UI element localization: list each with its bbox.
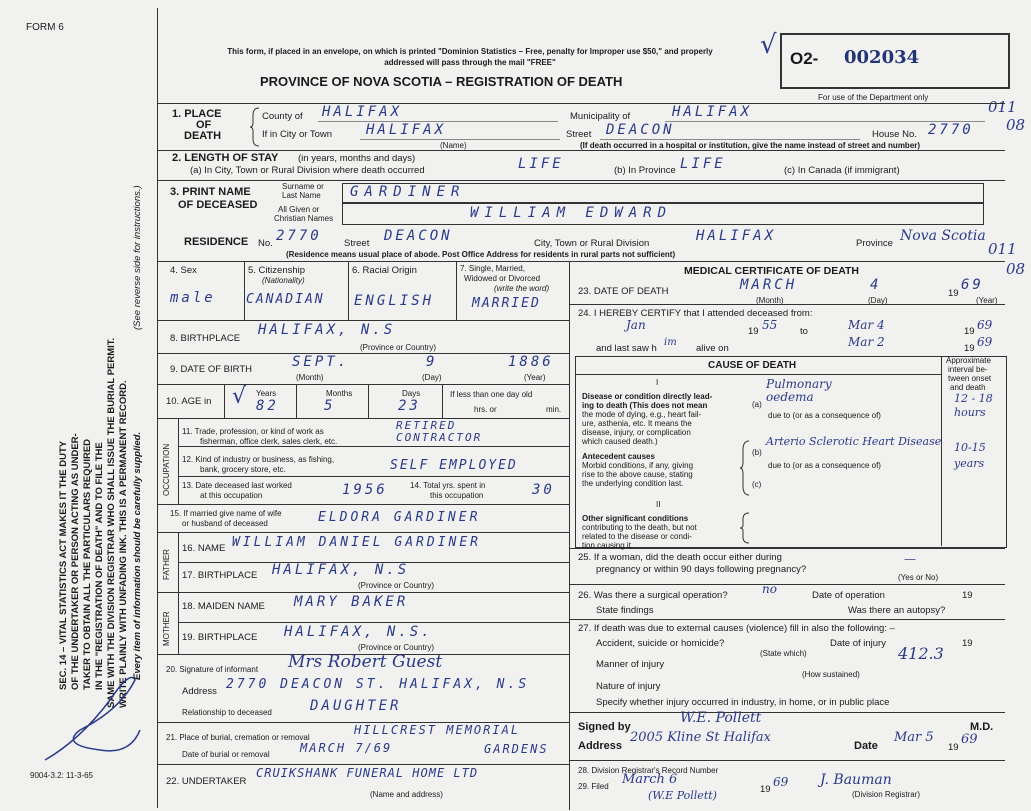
birthplace-label: 8. BIRTHPLACE	[170, 333, 241, 344]
res-street-value: DEACON	[384, 228, 453, 244]
last-worked-value: 1956	[342, 482, 388, 498]
attend-from-value: Jan	[626, 318, 646, 332]
house-value: 2770	[928, 122, 974, 138]
side-instruction: SAME WITH THE DIVISION REGISTRAR WHO SHALL ISSUE THE BURIAL PERMIT.	[106, 337, 117, 708]
burial-place-label: 21. Place of burial, cremation or removal	[166, 733, 310, 742]
father-name-label: 16. NAME	[182, 543, 226, 554]
cause-a-interval: 12 - 18 hours	[954, 392, 993, 419]
cause-title: CAUSE OF DEATH	[708, 360, 797, 371]
registration-number-box	[780, 33, 1010, 89]
q15-label-2: or husband of deceased	[182, 519, 268, 528]
md-label: M.D.	[970, 721, 994, 733]
christian-label: Christian Names	[274, 214, 334, 223]
attend-to-value: Mar 4	[848, 318, 885, 332]
age-years-value: 82	[256, 398, 279, 414]
undertaker-label: 22. UNDERTAKER	[166, 776, 247, 787]
burial-date-label: Date of burial or removal	[182, 750, 270, 759]
prov-country-hint: (Province or Country)	[358, 643, 435, 652]
father-bp-label: 17. BIRTHPLACE	[182, 570, 258, 581]
roman-one: I	[656, 378, 659, 387]
father-name-value: WILLIAM DANIEL GARDINER	[232, 535, 482, 550]
line-c: (c)	[752, 480, 762, 489]
line-b: (b)	[752, 448, 762, 457]
stay-b-label: (b) In Province	[614, 165, 676, 176]
death-month-value: MARCH	[740, 277, 798, 293]
stay-c-label: (c) In Canada (if immigrant)	[784, 165, 900, 176]
q13-label: 13. Date deceased last worked	[182, 481, 292, 490]
approx-label-3: tween onset	[948, 374, 992, 383]
surname-label: Surname or	[282, 182, 324, 191]
informant-label: 20. Signature of informant	[166, 665, 259, 674]
approx-label-4: and death	[950, 383, 986, 392]
total-yrs-value: 30	[532, 482, 555, 498]
res-city-label: City, Town or Rural Division	[534, 238, 650, 249]
bracket-icon	[250, 107, 260, 147]
last-saw-yr: 69	[977, 335, 993, 349]
city-value: HALIFAX	[366, 122, 447, 138]
surname-value: GARDINER	[350, 184, 466, 200]
city-label: If in City or Town	[262, 129, 333, 140]
date-injury-label: Date of injury	[830, 638, 886, 649]
cause-a-desc-4: ure, asthenia, etc. It means the	[582, 419, 692, 428]
place-label: 1. PLACE	[172, 108, 222, 120]
res-prov-value: Nova Scotia	[900, 228, 986, 244]
med-address-label: Address	[578, 740, 623, 752]
place-of-label: OF	[196, 119, 212, 131]
year-hint: (Year)	[524, 373, 546, 382]
under-day-label: If less than one day old	[450, 390, 533, 399]
date-op-yr: 19	[962, 590, 973, 601]
burial-place-value-2: GARDENS	[484, 742, 549, 756]
surgery-value: no	[762, 582, 777, 596]
dob-month-value: SEPT.	[292, 354, 350, 370]
other-label: Other significant conditions	[582, 514, 689, 523]
med-date-label: Date	[854, 740, 878, 752]
how-sustained-hint: (How sustained)	[802, 670, 860, 679]
side-instruction: Every item of information should be carefully supplied.	[132, 431, 143, 680]
mother-bp-label: 19. BIRTHPLACE	[182, 632, 258, 643]
form-title: PROVINCE OF NOVA SCOTIA – REGISTRATION OF DEATH	[260, 74, 623, 89]
occupation-side-label: OCCUPATION	[162, 443, 171, 496]
burial-date-value: MARCH 7/69	[300, 741, 393, 755]
res-no-label: No.	[258, 238, 273, 249]
year-hint: (Year)	[976, 296, 998, 305]
mother-side-label: MOTHER	[162, 611, 171, 646]
attend-yr-label: 19	[748, 326, 759, 337]
q11-label-2: fisherman, office clerk, sales clerk, etc.	[200, 437, 338, 446]
res-city-value: HALIFAX	[696, 228, 777, 244]
name-hint: (Name)	[440, 141, 467, 150]
death-year-value: 69	[961, 277, 984, 293]
last-saw-date: Mar 2	[848, 335, 885, 349]
prov-country-hint: (Province or Country)	[360, 343, 437, 352]
cause-a-desc-6: which caused death.)	[582, 437, 658, 446]
days-label: Days	[402, 389, 421, 398]
undertaker-value: CRUIKSHANK FUNERAL HOME LTD	[256, 766, 479, 780]
informant-address-label: Address	[182, 686, 217, 697]
side-instruction: TAKER TO OBTAIN ALL THE PARTICULARS REQUIRED	[82, 438, 93, 690]
state-findings-label: State findings	[596, 605, 654, 616]
informant-signature: Mrs Robert Guest	[288, 652, 443, 672]
attend-to-yr: 69	[977, 318, 993, 332]
day-hint: (Day)	[868, 296, 888, 305]
medical-title: MEDICAL CERTIFICATE OF DEATH	[684, 265, 859, 277]
q12-label: 12. Kind of industry or business, as fishing,	[182, 455, 335, 464]
street-label: Street	[566, 129, 592, 140]
yes-no-hint: (Yes or No)	[898, 573, 939, 582]
place-death-label: DEATH	[184, 130, 222, 142]
approx-label: Approximate	[946, 356, 991, 365]
manner-label: Manner of injury	[596, 659, 665, 670]
death-date-label: 23. DATE OF DEATH	[578, 286, 669, 297]
other-label-2: contributing to the death, but not	[582, 523, 697, 532]
side-instruction: WRITE PLAINLY WITH UNFADING INK. THIS IS A PERMANENT RECORD.	[118, 380, 129, 708]
med-date-value: Mar 5	[894, 730, 934, 745]
stay-label: 2. LENGTH OF STAY	[172, 152, 279, 164]
father-side-label: FATHER	[162, 549, 171, 580]
mother-maiden-value: MARY BAKER	[294, 594, 409, 610]
municipality-label: Municipality of	[570, 111, 631, 122]
sex-label: 4. Sex	[170, 265, 197, 276]
age-days-value: 23	[398, 398, 421, 414]
pregnancy-value: —	[904, 552, 916, 566]
bracket-icon	[740, 512, 750, 544]
antecedent-label-4: the underlying condition last.	[582, 479, 684, 488]
street-value: DEACON	[606, 122, 675, 138]
cause-a-desc-2: ing to death (This does not mean	[582, 401, 708, 410]
of-deceased-label: OF DECEASED	[178, 199, 258, 211]
filed-date-value: March 6	[622, 772, 678, 787]
municipality-value: HALIFAX	[672, 104, 753, 120]
residence-note: (Residence means usual place of abode. Post Office Address for residents in rural parts not sufficient)	[286, 250, 676, 259]
margin-code: 08	[1006, 260, 1026, 278]
check-mark: √	[760, 30, 777, 60]
state-which-hint: (State which)	[760, 649, 807, 658]
informant-address-value: 2770 DEACON ST. HALIFAX, N.S	[226, 677, 530, 692]
q25-label: 25. If a woman, did the death occur either during	[578, 552, 782, 563]
attend-label: 24. I HEREBY CERTIFY that I attended deceased from:	[578, 308, 813, 319]
birthplace-value: HALIFAX, N.S	[258, 322, 396, 338]
stay-note: (in years, months and days)	[298, 153, 416, 164]
place-note: (If death occurred in a hospital or institution, give the name instead of street and number)	[580, 141, 921, 150]
last-name-label: Last Name	[282, 191, 321, 200]
attend-to-yr-label: 19	[964, 326, 975, 337]
min-label: min.	[546, 405, 562, 414]
q28-label: 28. Division Registrar's Record Number	[578, 766, 719, 775]
dob-year-value: 1886	[508, 354, 554, 370]
racial-value: ENGLISH	[354, 293, 435, 309]
other-label-3: related to the disease or condi-	[582, 532, 692, 541]
q26-label: 26. Was there a surgical operation?	[578, 590, 728, 601]
print-name-label: 3. PRINT NAME	[170, 186, 251, 198]
death-yr-label: 19	[948, 288, 959, 299]
q25-label-2: pregnancy or within 90 days following pregnancy?	[596, 564, 807, 575]
dept-note: For use of the Department only	[818, 93, 929, 102]
relationship-value: DAUGHTER	[310, 698, 402, 714]
signed-by-label: Signed by	[578, 721, 631, 733]
cause-b-value: Arterio Sclerotic Heart Disease	[766, 435, 942, 448]
side-instruction: OF THE UNDERTAKER OR PERSON ACTING AS UNDER-	[70, 433, 81, 690]
res-no-value: 2770	[276, 228, 322, 244]
q15-label: 15. If married give name of wife	[170, 509, 282, 518]
industry-value: SELF EMPLOYED	[390, 458, 518, 473]
antecedent-label-2: Morbid conditions, if any, giving	[582, 461, 694, 470]
due-to-label: due to (or as a consequence of)	[768, 411, 881, 420]
citizenship-value: CANADIAN	[246, 292, 325, 307]
cause-a-desc-3: the mode of dying, e.g., heart fail-	[582, 410, 702, 419]
stay-a-value: LIFE	[518, 156, 564, 172]
mother-bp-value: HALIFAX, N.S.	[284, 624, 433, 640]
county-label: County of	[262, 111, 303, 122]
filed-yr-label: 19	[760, 784, 771, 795]
last-saw-label: and last saw h	[596, 343, 657, 354]
res-street-label: Street	[344, 238, 370, 249]
cause-a-desc: Disease or condition directly lead-	[582, 392, 713, 401]
death-day-value: 4	[870, 277, 882, 293]
res-prov-label: Province	[856, 238, 893, 249]
day-hint: (Day)	[422, 373, 442, 382]
q29-label: 29. Filed	[578, 782, 609, 791]
reg-prefix: O2-	[790, 49, 819, 68]
q27-label: 27. If death was due to external causes (violence) fill in also the following: –	[578, 623, 895, 634]
margin-code: 011	[988, 240, 1017, 258]
age-check-icon: √	[232, 384, 247, 409]
med-yr-label: 19	[948, 742, 959, 753]
relationship-label: Relationship to deceased	[182, 708, 272, 717]
other-label-4: tion causing it.	[582, 541, 634, 550]
month-hint: (Month)	[756, 296, 784, 305]
side-instruction: SEC. 14 – VITAL STATISTICS ACT MAKES IT THE DUTY	[58, 440, 69, 690]
county-value: HALIFAX	[322, 104, 403, 120]
name-address-hint: (Name and address)	[370, 790, 443, 799]
age-label: 10. AGE in	[166, 396, 212, 407]
date-injury-yr: 19	[962, 638, 973, 649]
given-label: All Given or	[278, 205, 320, 214]
last-saw-yr-label: 19	[964, 343, 975, 354]
citizenship-label: 5. Citizenship	[248, 265, 306, 276]
nationality-label: (Nationality)	[262, 276, 305, 285]
injury-code: 412.3	[898, 644, 944, 663]
given-value: WILLIAM EDWARD	[470, 205, 673, 221]
months-label: Months	[326, 389, 353, 398]
registrar-signature: J. Bauman	[820, 772, 892, 788]
accident-label: Accident, suicide or homicide?	[596, 638, 725, 649]
roman-two: II	[656, 500, 661, 509]
stay-a-label: (a) In City, Town or Rural Division where death occurred	[190, 165, 425, 176]
med-address-value: 2005 Kline St Halifax	[630, 730, 772, 745]
due-to-label-b: due to (or as a consequence of)	[768, 461, 881, 470]
med-yr-value: 69	[961, 732, 978, 747]
margin-code: 011	[988, 98, 1017, 116]
filed-by-value: (W.E Pollett)	[648, 789, 717, 802]
q11-label: 11. Trade, profession, or kind of work as	[182, 427, 324, 436]
burial-place-value: HILLCREST MEMORIAL	[354, 723, 521, 737]
q12-label-2: bank, grocery store, etc.	[200, 465, 286, 474]
marital-label-2: Widowed or Divorced	[464, 274, 541, 283]
antecedent-label-3: rise to the above cause, stating	[582, 470, 693, 479]
side-instruction: (See reverse side for instructions.)	[132, 185, 143, 330]
bracket-icon	[740, 440, 750, 496]
marital-value: MARRIED	[472, 296, 541, 311]
nature-label: Nature of injury	[596, 681, 661, 692]
prov-country-hint: (Province or Country)	[358, 581, 435, 590]
trade-value: RETIRED CONTRACTOR	[396, 419, 483, 444]
cause-a-desc-5: disease, injury, or complication	[582, 428, 691, 437]
marital-label-3: (write the word)	[494, 284, 550, 293]
specify-label: Specify whether injury occurred in industry, in home, or in public place	[596, 697, 890, 708]
mail-notice: This form, if placed in an envelope, on which is printed "Dominion Statistics – Free, penalty for Improper use $50," and properly addressed will pass through the mail "FREE"	[227, 47, 713, 67]
residence-label: RESIDENCE	[184, 236, 249, 248]
sex-value: male	[170, 290, 216, 306]
side-instruction: IN THE "REGISTRATION OF DEATH" AND TO FILE THE	[94, 442, 105, 690]
filed-yr-value: 69	[773, 775, 789, 789]
approx-label-2: interval be-	[948, 365, 988, 374]
date-op-label: Date of operation	[812, 590, 885, 601]
attend-from-yr: 55	[762, 318, 778, 332]
reg-number: 002034	[844, 47, 920, 68]
years-label: Years	[256, 389, 277, 398]
autopsy-label: Was there an autopsy?	[848, 605, 946, 616]
printer-code: 9004-3.2: 11-3-65	[30, 771, 94, 780]
antecedent-label: Antecedent causes	[582, 452, 655, 461]
spouse-value: ELDORA GARDINER	[318, 510, 481, 525]
age-months-value: 5	[324, 398, 336, 414]
q14-label: 14. Total yrs. spent in	[410, 481, 486, 490]
mother-maiden-label: 18. MAIDEN NAME	[182, 601, 265, 612]
house-label: House No.	[872, 129, 917, 140]
form-number: FORM 6	[26, 22, 64, 33]
division-registrar-hint: (Division Registrar)	[852, 790, 921, 799]
stay-b-value: LIFE	[680, 156, 726, 172]
racial-label: 6. Racial Origin	[352, 265, 417, 276]
marital-label: 7. Single, Married,	[460, 264, 525, 273]
line-a: (a)	[752, 400, 762, 409]
cause-a-value: Pulmonary oedema	[766, 377, 832, 404]
stamp-scribble	[40, 660, 150, 770]
hrs-label: hrs. or	[474, 405, 497, 414]
last-saw-suffix: im	[664, 337, 677, 348]
cause-b-interval: 10-15 years	[954, 441, 986, 470]
to-label: to	[800, 326, 808, 337]
alive-on-label: alive on	[696, 343, 729, 354]
margin-code: 08	[1006, 116, 1026, 134]
dob-day-value: 9	[426, 354, 438, 370]
q14-label-2: this occupation	[430, 491, 484, 500]
signed-by-value: W.E. Pollett	[680, 710, 762, 726]
month-hint: (Month)	[296, 373, 324, 382]
father-bp-value: HALIFAX, N.S	[272, 562, 410, 578]
q13-label-2: at this occupation	[200, 491, 263, 500]
dob-label: 9. DATE OF BIRTH	[170, 364, 252, 375]
